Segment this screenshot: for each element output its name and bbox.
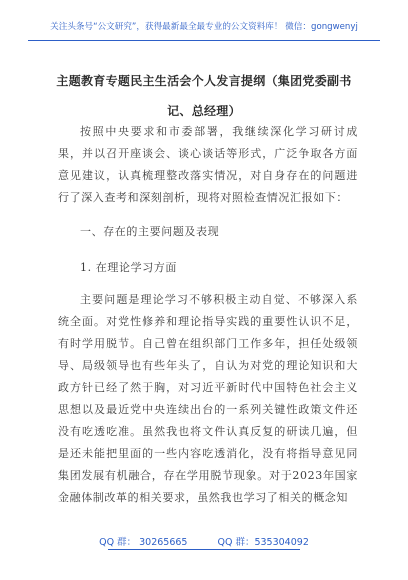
footer-contact	[0, 534, 408, 548]
footer-qq-group-1: QQ 群： 30265665	[99, 537, 188, 548]
intro-paragraph: 按照中央要求和市委部署，我继续深化学习研讨成果，并以召开座谈会、谈心谈话等形式，广泛争取各方面意见建议，认真梳理整改落实情况，对自身存在的问题进行了深入查考和深刻剖析，现将对照检查情况汇报如下：	[58, 125, 358, 204]
document-body	[58, 121, 358, 509]
body-paragraph: 主要问题是理论学习不够积极主动自觉、不够深入系统全面。对党性修养和理论指导实践的重要性认识不足，有时学用脱节。自己曾在组织部门工作多年，担任处级领导、局级领导也有些年头了，自认为对党的理论知识和大政方针已经了然于胸，对习近平新时代中国特色社会主义思想以及最近党中央连续出台的一系列关键性政策文件还没有吃透吃准。虽然我也将文件认真反复的研读几遍，但是还未能把里面的一些内容吃透消化，没有将指导意见同集团发展有机融合，存在学用脱节现象。对于2023年国家金融体制改革的相关要求，虽然我也学习了相关的概念知	[58, 293, 358, 504]
subsection-heading: 1. 在理论学习方面	[80, 261, 177, 274]
section-heading: 一、存在的主要问题及表现	[80, 225, 220, 238]
footer-divider	[108, 549, 300, 550]
promo-header-banner: 关注头条号“公文研究”，获得最新最全最专业的公文资料库！ 微信：gongwenyj	[28, 14, 380, 41]
footer-qq-group-2: QQ 群：535304092	[217, 537, 309, 548]
document-title: 主题教育专题民主生活会个人发言提纲（集团党委副书记、总经理）	[56, 74, 352, 118]
